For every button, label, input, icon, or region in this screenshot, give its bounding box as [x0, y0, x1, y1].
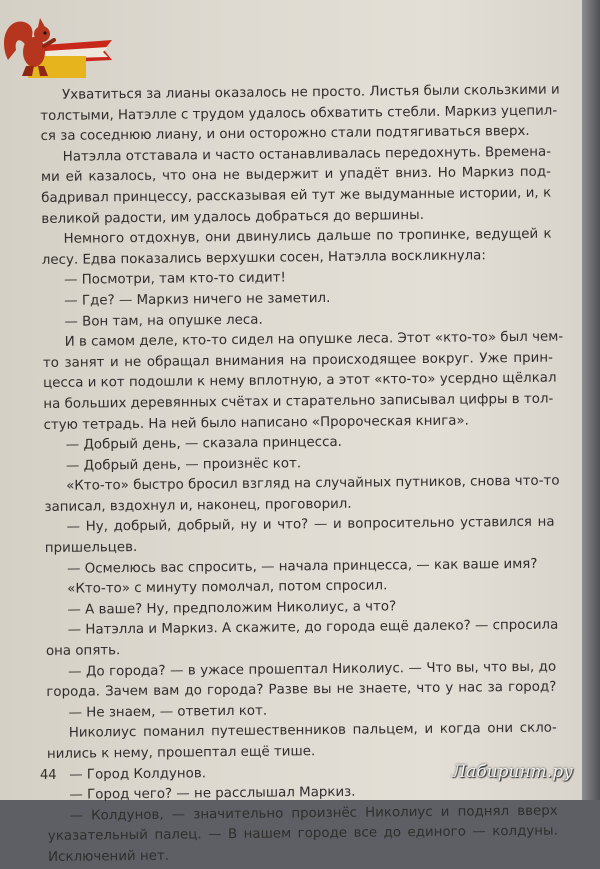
- text-line: «Кто-то» быстро бросил взгляд на случайных путников, снова что-то: [66, 473, 560, 495]
- text-line: — Осмелюсь вас спросить, — начала принцесса, — как ваше имя?: [66, 556, 538, 577]
- text-line: — Добрый день, — сказала принцесса.: [65, 434, 342, 453]
- text-line: — Город чего? — не расслышал Маркиз.: [69, 784, 356, 803]
- text-line: — Город Колдунов.: [69, 765, 207, 783]
- text-line: бадривал принцессу, рассказывая ей тут же выдуманные истории, и, к: [41, 185, 552, 206]
- text-line: — Колдунов, — значительно произнёс Николиус и поднял вверх: [69, 803, 558, 824]
- watermark-logo: Лабиринт.ру: [452, 762, 573, 782]
- text-line: Натэлла отставала и часто останавливалась передохнуть. Времена-: [62, 144, 552, 165]
- text-line: лесу. Едва показались верхушки сосен, Натэлла воскликнула:: [41, 248, 486, 268]
- text-line: — Не знаем, — ответил кот.: [68, 703, 268, 721]
- text-line: — Посмотри, там кто-то сидит!: [63, 270, 286, 289]
- text-line: нились к нему, прошептал ещё тише.: [46, 744, 316, 762]
- text-line: И в самом деле, кто-то сидел на опушке леса. Этот «кто-то» был чем-: [64, 329, 564, 350]
- text-line: Исключений нет.: [48, 848, 170, 865]
- text-line: она опять.: [45, 643, 121, 659]
- text-line: «Кто-то» с минуту помолчал, потом спросил.: [67, 578, 388, 597]
- story-text: [40, 81, 564, 869]
- text-line: ся за соседнюю лиану, и они осторожно стали подтягиваться вверх.: [40, 124, 530, 145]
- text-line: ми ей казалось, что она не выдержит и упадёт вниз. Но Маркиз под-: [40, 165, 552, 186]
- text-line: Ухватиться за лианы оказалось не просто. Листья были скользкими и: [62, 82, 560, 103]
- text-line: цесса и кот подошли к нему вплотную, а этот «кто-то» усердно щёлкал: [43, 370, 557, 392]
- text-line: великой радости, им удалось добраться до вершины.: [41, 207, 424, 227]
- text-line: то занят и не обращал внимания на происходящее вокруг. Уже прин-: [42, 350, 553, 371]
- text-line: указательный палец. — В нашем городе все до единого — колдуны.: [47, 823, 558, 845]
- text-line: — А ваше? Ну, предположим Николиус, а что?: [67, 599, 397, 618]
- text-line: записал, вздохнул и, наконец, проговорил.: [44, 496, 352, 515]
- text-line: — Добрый день, — произнёс кот.: [65, 455, 302, 474]
- squirrel-flag-illustration: [0, 0, 120, 90]
- text-line: Николиус поманил путешественников пальцем, и когда они скло-: [68, 721, 557, 742]
- text-line: — До города? — в ужасе прошептал Николиус. — Что вы, что вы, до: [68, 659, 557, 680]
- text-line: — Натэлла и Маркиз. А скажите, до города ещё далеко? — спросила: [67, 618, 559, 639]
- text-line: на больших деревянных счётах и старательно записывал цифры в тол-: [43, 391, 554, 412]
- text-line: города. Зачем вам до города? Разве вы не знаете, что у нас за город?: [46, 679, 557, 701]
- text-line: — Ну, добрый, добрый, ну и что? — и вопросительно уставился на: [66, 515, 555, 536]
- text-line: толстыми, Натэлле с трудом удалось обхватить стебли. Маркиз уцепил-: [40, 103, 558, 124]
- text-line: пришельцев.: [44, 540, 138, 557]
- text-line: — Где? — Маркиз ничего не заметил.: [64, 290, 331, 309]
- background-edge: [582, 0, 600, 800]
- text-line: Немного отдохнув, они двинулись дальше по тропинке, ведущей к: [63, 226, 552, 247]
- text-line: — Вон там, на опушке леса.: [64, 312, 263, 330]
- text-line: стую тетрадь. На ней было написано «Пророческая книга».: [43, 413, 469, 433]
- page-number: 44: [40, 768, 57, 783]
